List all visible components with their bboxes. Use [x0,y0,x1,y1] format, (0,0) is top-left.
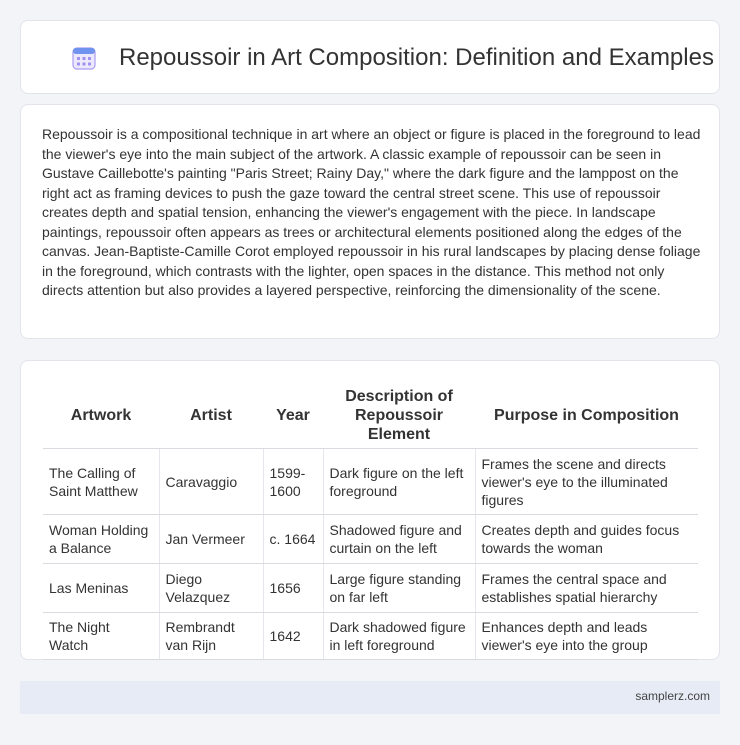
cell-purpose: Frames the central space and establishes spatial hierarchy [475,564,698,613]
cell-artwork: Woman Holding a Balance [43,515,159,564]
cell-artist: Jan Vermeer [159,515,263,564]
cell-artwork: The Calling of Saint Matthew [43,449,159,515]
cell-purpose: Frames the scene and directs viewer's eye to the illuminated figures [475,449,698,515]
cell-description: Shadowed figure and curtain on the left [323,515,475,564]
cell-description: Dark figure on the left foreground [323,449,475,515]
header-year: Year [263,383,323,449]
table-row [43,515,698,564]
calendar-icon [71,45,97,71]
cell-artist: Rembrandt van Rijn [159,613,263,660]
header-artist: Artist [159,383,263,449]
header-description: Description of Repoussoir Element [323,383,475,449]
cell-artwork: Las Meninas [43,564,159,613]
examples-table [43,383,698,660]
cell-purpose: Enhances depth and leads viewer's eye into the group [475,613,698,660]
cell-purpose: Creates depth and guides focus towards the woman [475,515,698,564]
footer [20,681,720,714]
cell-artwork: The Night Watch [43,613,159,660]
table-header-row [43,383,698,449]
header-purpose: Purpose in Composition [475,383,698,449]
table-row [43,613,698,660]
header-card [20,20,720,94]
cell-year: c. 1664 [263,515,323,564]
table-card [20,360,720,660]
cell-description: Dark shadowed figure in left foreground [323,613,475,660]
intro-card [20,104,720,339]
cell-artist: Diego Velazquez [159,564,263,613]
header-artwork: Artwork [43,383,159,449]
intro-paragraph: Repoussoir is a compositional technique in art where an object or figure is placed in the foreground to lead the viewer's eye into the main subject of the artwork. A classic example of repoussoir can be seen in Gustave Caillebotte's painting "Paris Street; Rainy Day," where the dark figure and the lamppost on the right act as framing devices to push the gaze toward the central street scene. This use of repoussoir creates depth and spatial tension, enhancing the viewer's engagement with the piece. In landscape paintings, repoussoir often appears as trees or architectural elements positioned along the edges of the canvas. Jean-Baptiste-Camille Corot employed repoussoir in his rural landscapes by placing dense foliage in the foreground, which contrasts with the lighter, open spaces in the distance. This method not only directs attention but also provides a layered perspective, reinforcing the dimensionality of the scene. [42,126,701,298]
cell-artist: Caravaggio [159,449,263,515]
table-row [43,564,698,613]
cell-year: 1656 [263,564,323,613]
page-title: Repoussoir in Art Composition: Definition and Examples [119,44,714,71]
footer-site-link[interactable]: samplerz.com [635,689,710,703]
table-row [43,449,698,515]
cell-year: 1599-1600 [263,449,323,515]
cell-year: 1642 [263,613,323,660]
cell-description: Large figure standing on far left [323,564,475,613]
